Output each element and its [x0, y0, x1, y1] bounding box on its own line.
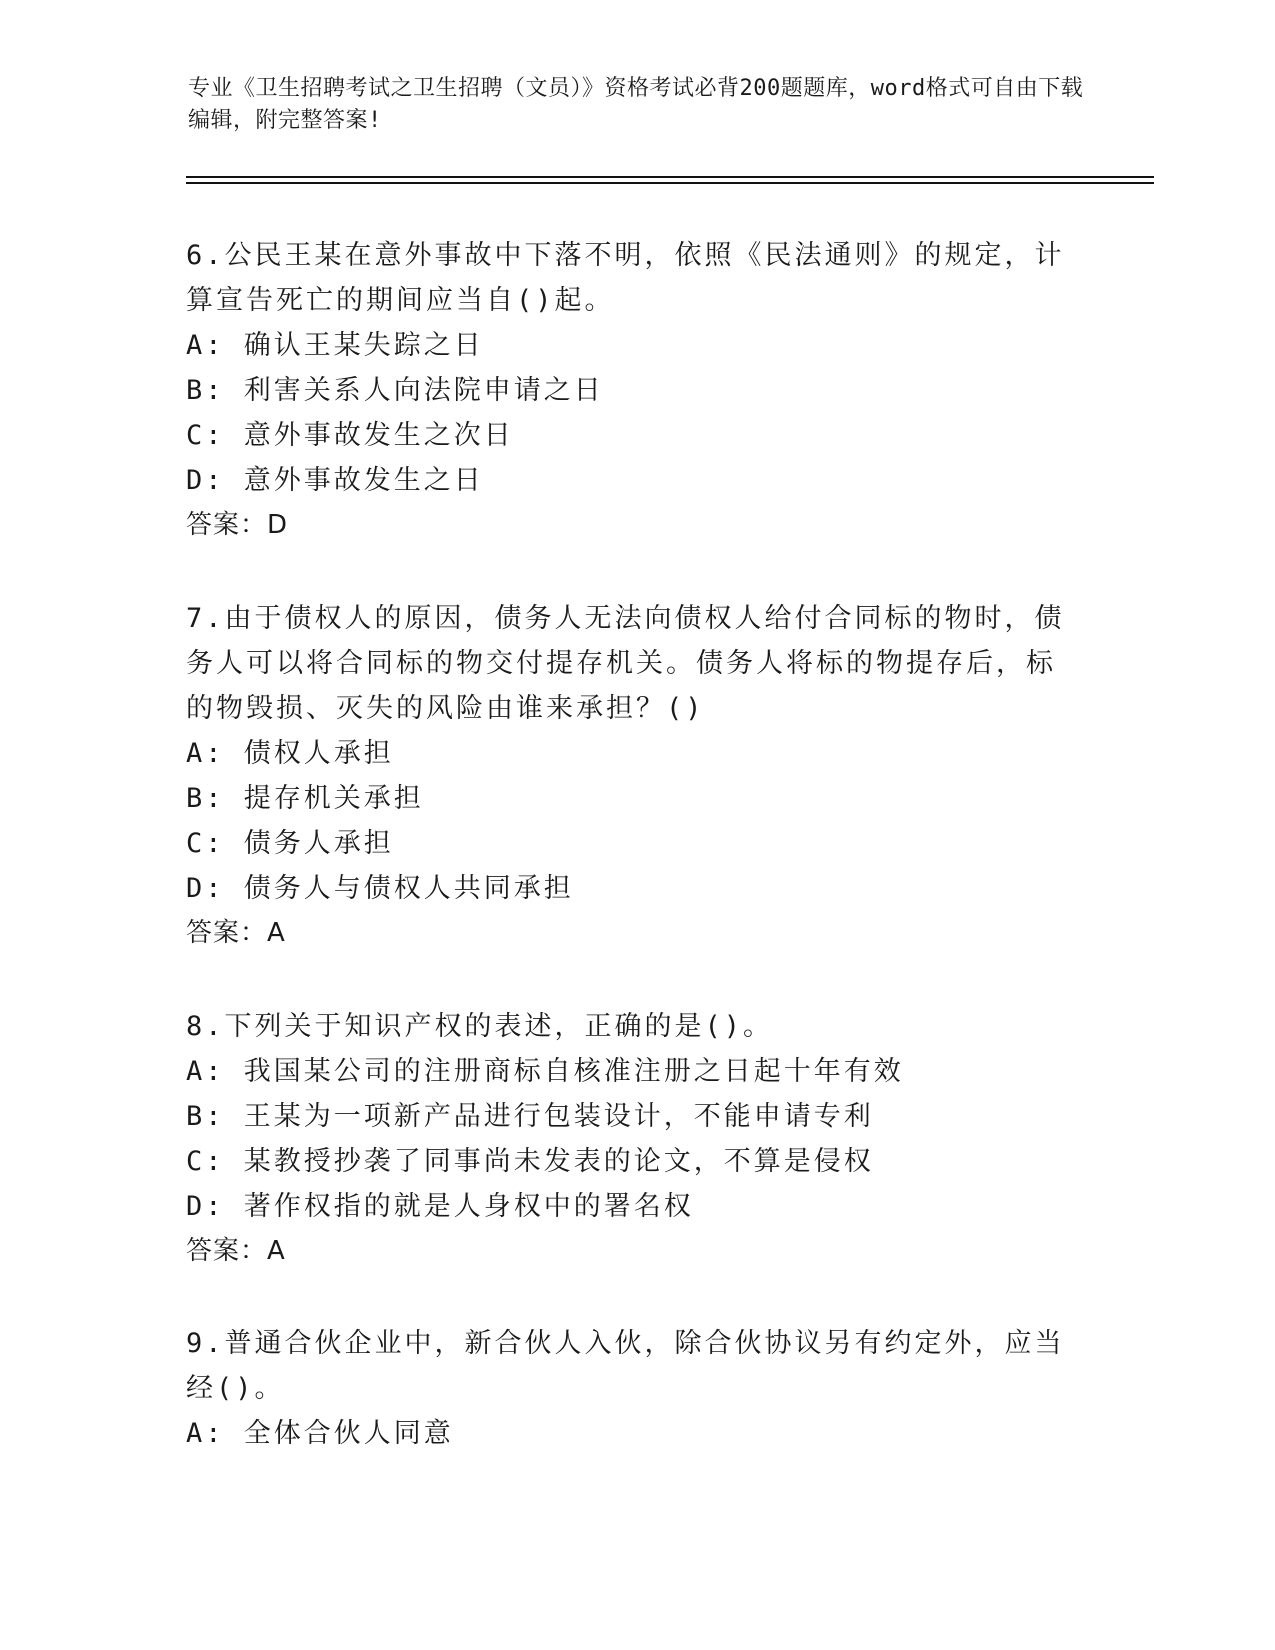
option-d: D: 意外事故发生之日: [186, 465, 484, 496]
question-text: 6.公民王某在意外事故中下落不明，依照《民法通则》的规定，计算宣告死亡的期间应当自()起。: [186, 240, 1065, 316]
answer: 答案：A: [186, 918, 286, 948]
question-9: [186, 1321, 1066, 1456]
question-text: 7.由于债权人的原因，债务人无法向债权人给付合同标的物时，债务人可以将合同标的物交付提存机关。债务人将标的物提存后，标的物毁损、灭失的风险由谁来承担？(): [186, 603, 1065, 724]
option-a: A: 全体合伙人同意: [186, 1418, 454, 1449]
option-c: C: 意外事故发生之次日: [186, 420, 514, 451]
question-text: 9.普通合伙企业中，新合伙人入伙，除合伙协议另有约定外，应当经()。: [186, 1328, 1065, 1404]
option-d: D: 债务人与债权人共同承担: [186, 873, 574, 904]
option-a: A: 确认王某失踪之日: [186, 330, 484, 361]
option-c: C: 债务人承担: [186, 828, 394, 859]
option-b: B: 王某为一项新产品进行包装设计，不能申请专利: [186, 1101, 874, 1132]
option-c: C: 某教授抄袭了同事尚未发表的论文，不算是侵权: [186, 1146, 874, 1177]
question-7: [186, 596, 1066, 956]
option-a: A: 债权人承担: [186, 738, 394, 769]
document-header: 专业《卫生招聘考试之卫生招聘（文员）》资格考试必背200题题库，word格式可自由下载编辑，附完整答案!: [188, 76, 1084, 133]
option-b: B: 提存机关承担: [186, 783, 424, 814]
option-b: B: 利害关系人向法院申请之日: [186, 375, 604, 406]
answer: 答案：D: [186, 510, 289, 540]
header-rule-top: [186, 176, 1154, 178]
option-a: A: 我国某公司的注册商标自核准注册之日起十年有效: [186, 1056, 904, 1087]
question-6: [186, 233, 1066, 548]
question-8: [186, 1004, 1066, 1274]
header-rule-bottom: [186, 182, 1154, 184]
answer: 答案：A: [186, 1236, 286, 1266]
question-text: 8.下列关于知识产权的表述，正确的是()。: [186, 1011, 774, 1042]
option-d: D: 著作权指的就是人身权中的署名权: [186, 1191, 694, 1222]
